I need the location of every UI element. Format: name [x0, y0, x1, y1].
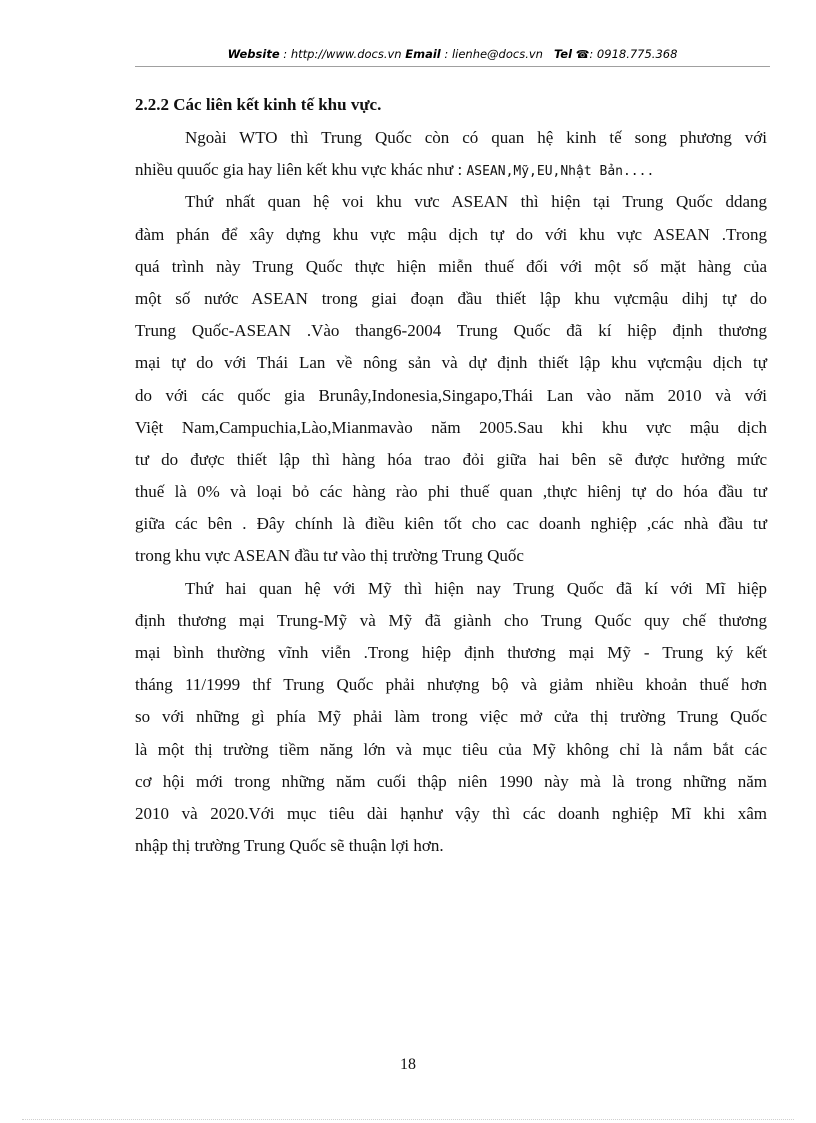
tel-label: Tel — [553, 47, 573, 61]
paragraph-line: trong khu vực ASEAN đầu tư vào thị trường Trung Quốc — [135, 546, 524, 566]
paragraph-line: một số nước ASEAN trong giai đoạn đầu thiết lập khu vựcmậu dihj tự do — [135, 288, 767, 308]
tel-value: : 0918.775.368 — [589, 47, 678, 61]
header-divider — [135, 66, 770, 67]
website-label: Website — [227, 47, 280, 61]
paragraph-line: so với những gì phía Mỹ phải làm trong việc mở cửa thị trường Trung Quốc — [135, 707, 767, 727]
paragraph-line: nhập thị trường Trung Quốc sẽ thuận lợi hơn. — [135, 836, 444, 856]
email-separator: : — [440, 47, 452, 61]
page-header — [135, 47, 770, 61]
paragraph-line: 2010 và 2020.Với mục tiêu dài hạnhư vậy thì các doanh nghiệp Mĩ khi xâm — [135, 803, 767, 823]
paragraph-line: cơ hội mới trong những năm cuối thập niên 1990 này mà là trong những năm — [135, 771, 767, 791]
paragraph-line: định thương mại Trung-Mỹ và Mỹ đã giành cho Trung Quốc quy chế thương — [135, 610, 767, 630]
page-body — [135, 90, 767, 862]
paragraph-line: là một thị trường tiềm năng lớn và mục tiêu của Mỹ không chỉ là nắm bắt các — [135, 739, 767, 759]
paragraph-line: tháng 11/1999 thf Trung Quốc phải nhượng bộ và giảm nhiều khoản thuế hơn — [135, 675, 767, 695]
page-number: 18 — [400, 1056, 416, 1073]
paragraph-line — [135, 154, 767, 186]
paragraph-usa — [135, 573, 767, 863]
paragraph-line: đàm phán để xây dựng khu vực mậu dịch tự do với khu vực ASEAN .Trong — [135, 224, 767, 244]
paragraph-line: mại bình thường vĩnh viễn .Trong hiệp định thương mại Mỹ - Trung ký kết — [135, 643, 767, 662]
paragraph-line: do với các quốc gia Brunây,Indonesia,Singapo,Thái Lan vào năm 2010 và với — [135, 385, 767, 405]
page-bottom-border — [22, 1119, 794, 1120]
paragraph-line: Thứ hai quan hệ với Mỹ thì hiện nay Trung Quốc đã kí với Mĩ hiệp — [185, 578, 767, 598]
paragraph-line: Trung Quốc-ASEAN .Vào thang6-2004 Trung Quốc đã kí hiệp định thương — [135, 321, 767, 341]
paragraph-line: thuế là 0% và loại bỏ các hàng rào phi thuế quan ,thực hiênj tự do hóa đầu tư — [135, 482, 767, 502]
paragraph-wto — [135, 122, 767, 186]
partner-list: ASEAN,Mỹ,EU,Nhật Bản.... — [466, 164, 655, 180]
section-heading: 2.2.2 Các liên kết kinh tế khu vực. — [135, 95, 382, 114]
email-label: Email — [405, 47, 441, 61]
paragraph-line: quá trình này Trung Quốc thực hiện miễn thuế đối với một số mặt hàng của — [135, 256, 767, 276]
phone-icon: ☎ — [575, 48, 590, 61]
paragraph-line: Việt Nam,Campuchia,Lào,Mianmavào năm 2005.Sau khi khu vực mậu dịch — [135, 417, 767, 437]
email-value: lienhe@docs.vn — [451, 47, 543, 61]
paragraph-asean — [135, 186, 767, 572]
paragraph-line-text: nhiều quuốc gia hay liên kết khu vực khác như : — [135, 160, 463, 180]
website-url: http://www.docs.vn — [290, 47, 402, 61]
paragraph-line: Thứ nhất quan hệ voi khu vưc ASEAN thì hiện tại Trung Quốc ddang — [185, 192, 767, 212]
paragraph-line: giữa các bên . Đây chính là điều kiên tốt cho cac doanh nghiệp ,các nhà đầu tư — [135, 514, 767, 534]
website-separator: : — [279, 47, 291, 61]
paragraph-line: Ngoài WTO thì Trung Quốc còn có quan hệ kinh tế song phương với — [185, 128, 767, 147]
paragraph-line: mại tự do với Thái Lan về nông sản và dự định thiết lập khu vựcmậu dịch tự — [135, 353, 767, 373]
paragraph-line: tư do được thiết lập thì hàng hóa trao đỏi giữa hai bên sẽ được hưởng mức — [135, 449, 767, 469]
